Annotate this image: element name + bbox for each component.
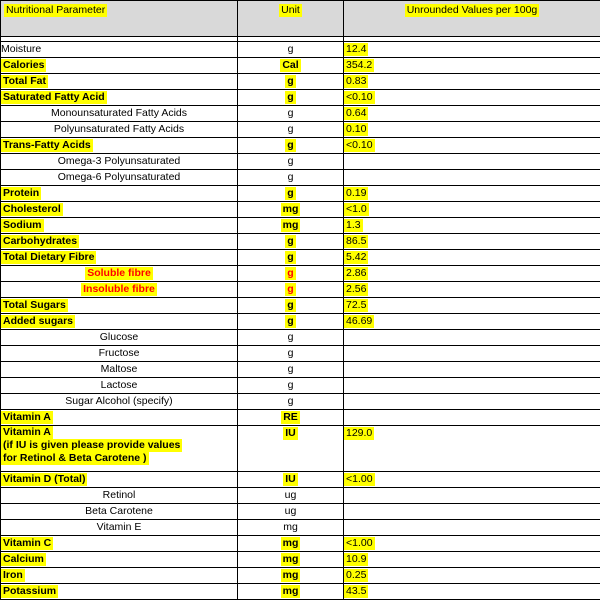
parameter-cell	[1, 410, 238, 426]
parameter-cell	[1, 504, 238, 520]
table-row	[1, 234, 600, 250]
unit-label: g	[288, 107, 294, 119]
table-row	[1, 298, 600, 314]
table-row	[1, 122, 600, 138]
parameter-label: Vitamin C	[1, 537, 53, 550]
parameter-label: Monounsaturated Fatty Acids	[51, 107, 187, 119]
value-cell	[344, 74, 600, 90]
table-row	[1, 568, 600, 584]
table-row	[1, 74, 600, 90]
parameter-label: Beta Carotene	[85, 505, 153, 517]
value-cell	[344, 90, 600, 106]
parameter-cell	[1, 584, 238, 600]
value-label: 0.64	[344, 107, 368, 120]
unit-label: g	[288, 395, 294, 407]
table-row	[1, 58, 600, 74]
parameter-label: Vitamin E	[97, 521, 142, 533]
unit-label: mg	[283, 521, 298, 533]
table-row	[1, 410, 600, 426]
parameter-cell	[1, 90, 238, 106]
value-cell	[344, 378, 600, 394]
value-cell	[344, 106, 600, 122]
unit-cell	[238, 266, 344, 282]
unit-cell	[238, 410, 344, 426]
parameter-label: Vitamin A	[1, 426, 53, 439]
table-header-row	[1, 1, 600, 37]
unit-label: Cal	[280, 59, 300, 72]
unit-label: g	[288, 155, 294, 167]
value-cell	[344, 536, 600, 552]
unit-cell	[238, 584, 344, 600]
unit-cell	[238, 138, 344, 154]
value-label: 129.0	[344, 427, 374, 440]
value-label: 1.3	[344, 219, 363, 232]
parameter-label: Glucose	[100, 331, 139, 343]
parameter-cell	[1, 394, 238, 410]
table-body	[1, 37, 600, 600]
parameter-label: Protein	[1, 187, 41, 200]
unit-label: g	[288, 363, 294, 375]
unit-cell	[238, 346, 344, 362]
value-cell	[344, 250, 600, 266]
value-label: 5.42	[344, 251, 368, 264]
value-label: <0.10	[344, 91, 375, 104]
unit-label: g	[288, 123, 294, 135]
unit-cell	[238, 362, 344, 378]
value-cell	[344, 394, 600, 410]
value-label: 72.5	[344, 299, 368, 312]
value-cell	[344, 472, 600, 488]
unit-label: g	[288, 43, 294, 55]
value-cell	[344, 520, 600, 536]
unit-label: mg	[281, 219, 301, 232]
parameter-label: Lactose	[101, 379, 138, 391]
parameter-cell	[1, 42, 238, 58]
table-row	[1, 488, 600, 504]
parameter-label: Omega-6 Polyunsaturated	[58, 171, 181, 183]
parameter-label: Added sugars	[1, 315, 75, 328]
unit-label: g	[285, 235, 295, 248]
table-row	[1, 504, 600, 520]
table-row	[1, 42, 600, 58]
unit-cell	[238, 170, 344, 186]
value-label: 0.83	[344, 75, 368, 88]
parameter-cell	[1, 250, 238, 266]
unit-label: IU	[283, 427, 298, 440]
parameter-label: Calcium	[1, 553, 46, 566]
parameter-cell	[1, 488, 238, 504]
parameter-cell	[1, 298, 238, 314]
unit-cell	[238, 314, 344, 330]
parameter-label: Omega-3 Polyunsaturated	[58, 155, 181, 167]
table-row	[1, 218, 600, 234]
unit-cell	[238, 154, 344, 170]
parameter-cell	[1, 330, 238, 346]
unit-cell	[238, 330, 344, 346]
unit-label: IU	[283, 473, 298, 486]
unit-cell	[238, 488, 344, 504]
parameter-cell	[1, 154, 238, 170]
unit-cell	[238, 106, 344, 122]
value-cell	[344, 58, 600, 74]
value-cell	[344, 504, 600, 520]
parameter-label: Fructose	[99, 347, 140, 359]
unit-cell	[238, 250, 344, 266]
table-row	[1, 520, 600, 536]
unit-cell	[238, 552, 344, 568]
parameter-cell	[1, 170, 238, 186]
parameter-cell	[1, 266, 238, 282]
value-cell	[344, 42, 600, 58]
parameter-cell	[1, 362, 238, 378]
value-cell	[344, 186, 600, 202]
unit-cell	[238, 504, 344, 520]
unit-label: g	[285, 187, 295, 200]
value-cell	[344, 488, 600, 504]
parameter-cell	[1, 234, 238, 250]
value-label: <1.0	[344, 203, 369, 216]
value-label: 2.56	[344, 283, 368, 296]
value-label: 0.19	[344, 187, 368, 200]
table-row	[1, 250, 600, 266]
parameter-cell	[1, 282, 238, 298]
unit-cell	[238, 426, 344, 472]
parameter-cell	[1, 520, 238, 536]
parameter-cell	[1, 202, 238, 218]
value-cell	[344, 552, 600, 568]
unit-label: ug	[285, 489, 297, 501]
value-cell	[344, 314, 600, 330]
unit-cell	[238, 202, 344, 218]
value-cell	[344, 426, 600, 472]
parameter-cell	[1, 314, 238, 330]
value-label: 0.25	[344, 569, 368, 582]
table-row	[1, 552, 600, 568]
table-row	[1, 346, 600, 362]
value-cell	[344, 122, 600, 138]
parameter-label: Saturated Fatty Acid	[1, 91, 107, 104]
unit-label: mg	[281, 585, 301, 598]
value-cell	[344, 282, 600, 298]
unit-label: g	[285, 299, 295, 312]
unit-label: g	[285, 251, 295, 264]
table-row	[1, 426, 600, 472]
unit-label: g	[288, 171, 294, 183]
table-row	[1, 282, 600, 298]
unit-cell	[238, 122, 344, 138]
parameter-label: Maltose	[101, 363, 138, 375]
value-cell	[344, 584, 600, 600]
value-label: 46.69	[344, 315, 374, 328]
parameter-cell	[1, 186, 238, 202]
parameter-label: Moisture	[1, 43, 41, 55]
header-value-label: Unrounded Values per 100g	[405, 4, 540, 17]
parameter-cell	[1, 472, 238, 488]
parameter-label: Cholesterol	[1, 203, 63, 216]
unit-cell	[238, 58, 344, 74]
unit-cell	[238, 74, 344, 90]
table-row	[1, 314, 600, 330]
parameter-cell	[1, 106, 238, 122]
parameter-label: Carbohydrates	[1, 235, 79, 248]
table-row	[1, 584, 600, 600]
table-row	[1, 154, 600, 170]
unit-label: mg	[281, 203, 301, 216]
parameter-label: Iron	[1, 569, 25, 582]
parameter-cell	[1, 218, 238, 234]
unit-cell	[238, 218, 344, 234]
unit-cell	[238, 42, 344, 58]
value-label: <0.10	[344, 139, 375, 152]
table-row	[1, 186, 600, 202]
unit-label: g	[288, 347, 294, 359]
table-row	[1, 266, 600, 282]
parameter-cell	[1, 568, 238, 584]
unit-label: mg	[281, 569, 301, 582]
parameter-label: Vitamin A	[1, 411, 53, 424]
unit-cell	[238, 536, 344, 552]
parameter-cell	[1, 122, 238, 138]
table-row	[1, 202, 600, 218]
unit-cell	[238, 394, 344, 410]
parameter-cell	[1, 74, 238, 90]
parameter-cell	[1, 346, 238, 362]
unit-cell	[238, 186, 344, 202]
parameter-cell	[1, 552, 238, 568]
value-cell	[344, 266, 600, 282]
value-cell	[344, 298, 600, 314]
value-label: 0.10	[344, 123, 368, 136]
value-label: 2.86	[344, 267, 368, 280]
unit-cell	[238, 472, 344, 488]
unit-label: g	[285, 315, 295, 328]
table-row	[1, 330, 600, 346]
unit-cell	[238, 282, 344, 298]
parameter-label: Calories	[1, 59, 46, 72]
value-label: 354.2	[344, 59, 374, 72]
value-cell	[344, 218, 600, 234]
unit-cell	[238, 520, 344, 536]
value-label: 10.9	[344, 553, 368, 566]
value-cell	[344, 170, 600, 186]
parameter-cell	[1, 138, 238, 154]
table-row	[1, 362, 600, 378]
header-value	[344, 1, 600, 37]
unit-label: g	[285, 283, 295, 296]
header-unit-label: Unit	[279, 4, 302, 17]
parameter-label: Trans-Fatty Acids	[1, 139, 93, 152]
parameter-label: for Retinol & Beta Carotene )	[1, 452, 149, 465]
unit-label: g	[288, 379, 294, 391]
table-row	[1, 472, 600, 488]
unit-cell	[238, 234, 344, 250]
parameter-label: Total Dietary Fibre	[1, 251, 96, 264]
unit-label: g	[285, 267, 295, 280]
unit-label: ug	[285, 505, 297, 517]
parameter-cell	[1, 378, 238, 394]
unit-label: g	[288, 331, 294, 343]
value-cell	[344, 410, 600, 426]
parameter-label: Total Fat	[1, 75, 48, 88]
value-label: 43.5	[344, 585, 368, 598]
value-label: <1.00	[344, 537, 375, 550]
table-row	[1, 536, 600, 552]
parameter-label: Soluble fibre	[85, 267, 153, 280]
parameter-label: Sodium	[1, 219, 44, 232]
value-label: <1.00	[344, 473, 375, 486]
unit-cell	[238, 378, 344, 394]
table-row	[1, 138, 600, 154]
value-cell	[344, 202, 600, 218]
unit-label: mg	[281, 553, 301, 566]
parameter-label: (if IU is given please provide values	[1, 439, 182, 452]
unit-label: g	[285, 91, 295, 104]
value-cell	[344, 362, 600, 378]
parameter-label: Total Sugars	[1, 299, 68, 312]
table-row	[1, 378, 600, 394]
value-cell	[344, 138, 600, 154]
value-label: 86.5	[344, 235, 368, 248]
parameter-label: Vitamin D (Total)	[1, 473, 87, 486]
value-cell	[344, 234, 600, 250]
parameter-cell	[1, 536, 238, 552]
value-cell	[344, 154, 600, 170]
table-row	[1, 394, 600, 410]
unit-cell	[238, 90, 344, 106]
header-parameter-label: Nutritional Parameter	[4, 4, 107, 17]
value-cell	[344, 330, 600, 346]
parameter-label: Polyunsaturated Fatty Acids	[54, 123, 184, 135]
parameter-label: Potassium	[1, 585, 58, 598]
parameter-cell	[1, 58, 238, 74]
value-cell	[344, 346, 600, 362]
unit-cell	[238, 298, 344, 314]
table-row	[1, 90, 600, 106]
table-row	[1, 106, 600, 122]
header-parameter	[1, 1, 238, 37]
header-unit	[238, 1, 344, 37]
parameter-label: Insoluble fibre	[81, 283, 157, 296]
value-cell	[344, 568, 600, 584]
unit-cell	[238, 568, 344, 584]
value-label: 12.4	[344, 43, 368, 56]
unit-label: g	[285, 75, 295, 88]
table-row	[1, 170, 600, 186]
unit-label: mg	[281, 537, 301, 550]
parameter-label: Retinol	[103, 489, 136, 501]
parameter-cell	[1, 426, 238, 472]
unit-label: g	[285, 139, 295, 152]
unit-label: RE	[281, 411, 300, 424]
parameter-label: Sugar Alcohol (specify)	[65, 395, 172, 407]
